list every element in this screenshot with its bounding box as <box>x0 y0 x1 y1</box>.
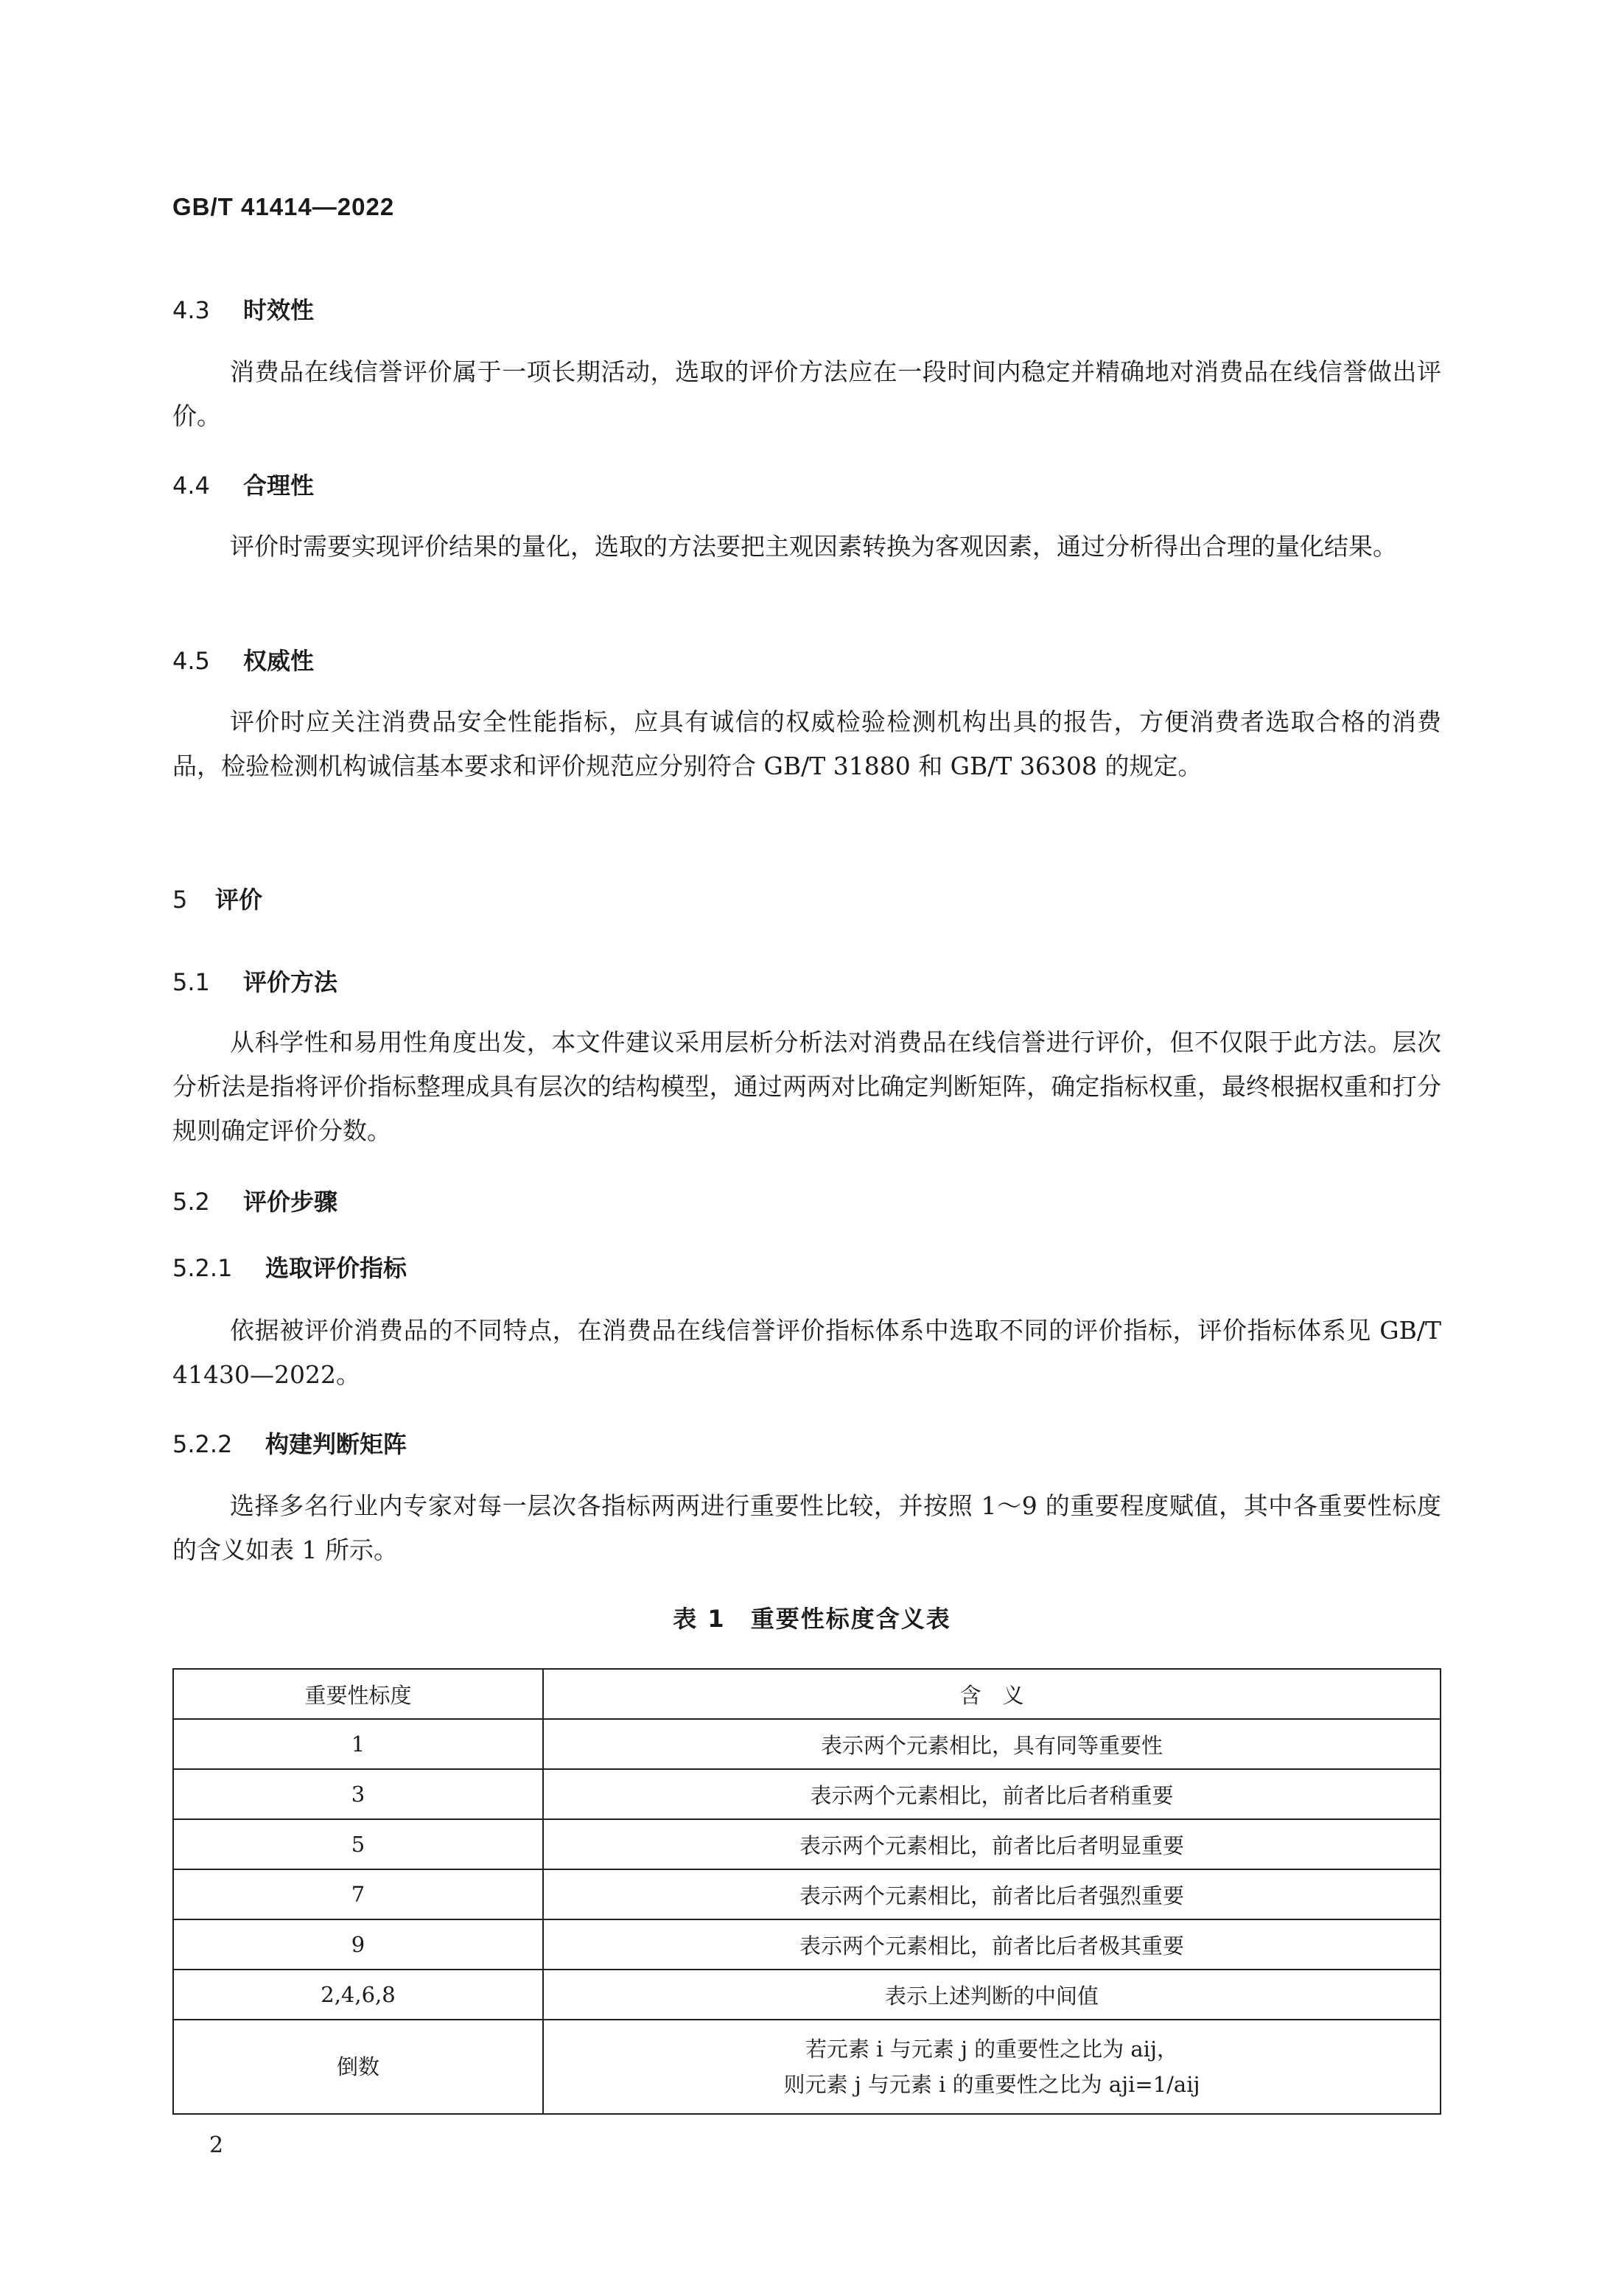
table-row-reciprocal <box>173 2020 1441 2114</box>
table-row <box>173 1769 1441 1819</box>
table-row <box>173 1919 1441 1970</box>
table-cell-scale: 9 <box>173 1919 543 1970</box>
table-cell-scale: 7 <box>173 1869 543 1919</box>
section-number: 5.1 <box>172 968 210 996</box>
section-paragraph-5-2-1: 依据被评价消费品的不同特点，在消费品在线信誉评价指标体系中选取不同的评价指标，评价指标体系见 GB/T 41430—2022。 <box>172 1316 1441 1389</box>
section-title: 构建判断矩阵 <box>265 1430 407 1458</box>
table-cell-scale: 1 <box>173 1719 543 1769</box>
reciprocal-line-2: 则元素 j 与元素 i 的重要性之比为 aji=1/aij <box>783 2072 1200 2097</box>
section-number: 5 <box>172 886 188 914</box>
table-cell-scale: 倒数 <box>173 2020 543 2114</box>
table-cell-meaning <box>543 2020 1441 2114</box>
table-header-row <box>173 1669 1441 1719</box>
table-row <box>173 1970 1441 2020</box>
table-caption: 表 1 重要性标度含义表 <box>673 1605 951 1633</box>
section-title: 评价方法 <box>243 968 338 996</box>
table-cell-meaning: 表示两个元素相比，具有同等重要性 <box>543 1719 1441 1769</box>
section-number: 5.2.1 <box>172 1254 233 1282</box>
section-heading-5-1 <box>172 964 337 998</box>
section-title: 评价步骤 <box>243 1188 338 1216</box>
table-row <box>173 1869 1441 1919</box>
table-header-scale: 重要性标度 <box>173 1669 543 1719</box>
section-heading-4-4 <box>172 467 314 501</box>
importance-scale-table <box>172 1668 1441 2115</box>
section-title: 时效性 <box>243 296 315 324</box>
section-paragraph-4-5: 评价时应关注消费品安全性能指标，应具有诚信的权威检验检测机构出具的报告，方便消费者选取合格的消费品，检验检测机构诚信基本要求和评价规范应分别符合 GB/T 31880 和 GB/T 36308 的规定。 <box>172 707 1441 780</box>
table-row <box>173 1819 1441 1869</box>
table-cell-meaning: 表示上述判断的中间值 <box>543 1970 1441 2020</box>
section-title: 选取评价指标 <box>265 1254 407 1282</box>
table-cell-scale: 3 <box>173 1769 543 1819</box>
section-title: 评价 <box>215 886 263 914</box>
table-header-meaning: 含 义 <box>543 1669 1441 1719</box>
section-heading-5 <box>172 881 262 915</box>
section-title: 权威性 <box>243 647 315 675</box>
section-paragraph-4-3: 消费品在线信誉评价属于一项长期活动，选取的评价方法应在一段时间内稳定并精确地对消费品在线信誉做出评价。 <box>172 357 1441 430</box>
standard-code: GB/T 41414—2022 <box>172 193 395 220</box>
reciprocal-line-1: 若元素 i 与元素 j 的重要性之比为 aij， <box>805 2037 1178 2062</box>
section-paragraph-5-2-2: 选择多名行业内专家对每一层次各指标两两进行重要性比较，并按照 1～9 的重要程度赋值，其中各重要性标度的含义如表 1 所示。 <box>172 1491 1441 1564</box>
section-number: 4.4 <box>172 472 210 500</box>
table-cell-meaning: 表示两个元素相比，前者比后者极其重要 <box>543 1919 1441 1970</box>
section-number: 5.2 <box>172 1188 210 1216</box>
section-number: 5.2.2 <box>172 1430 233 1458</box>
section-heading-4-3 <box>172 292 314 326</box>
section-heading-5-2-1 <box>172 1250 407 1284</box>
section-heading-4-5 <box>172 643 314 676</box>
section-number: 4.3 <box>172 296 210 324</box>
section-heading-5-2-2 <box>172 1426 407 1460</box>
section-title: 合理性 <box>243 472 315 500</box>
table-cell-meaning: 表示两个元素相比，前者比后者强烈重要 <box>543 1869 1441 1919</box>
table-cell-scale: 2,4,6,8 <box>173 1970 543 2020</box>
table-row <box>173 1719 1441 1769</box>
page-number: 2 <box>209 2132 224 2158</box>
section-heading-5-2 <box>172 1183 337 1217</box>
table-cell-scale: 5 <box>173 1819 543 1869</box>
table-cell-meaning: 表示两个元素相比，前者比后者稍重要 <box>543 1769 1441 1819</box>
section-number: 4.5 <box>172 647 210 675</box>
section-paragraph-4-4: 评价时需要实现评价结果的量化，选取的方法要把主观因素转换为客观因素，通过分析得出合理的量化结果。 <box>230 532 1397 561</box>
table-cell-meaning: 表示两个元素相比，前者比后者明显重要 <box>543 1819 1441 1869</box>
section-paragraph-5-1: 从科学性和易用性角度出发，本文件建议采用层析分析法对消费品在线信誉进行评价，但不仅限于此方法。层次分析法是指将评价指标整理成具有层次的结构模型，通过两两对比确定判断矩阵，确定指标权重，最终根据权重和打分规则确定评价分数。 <box>172 1028 1441 1145</box>
